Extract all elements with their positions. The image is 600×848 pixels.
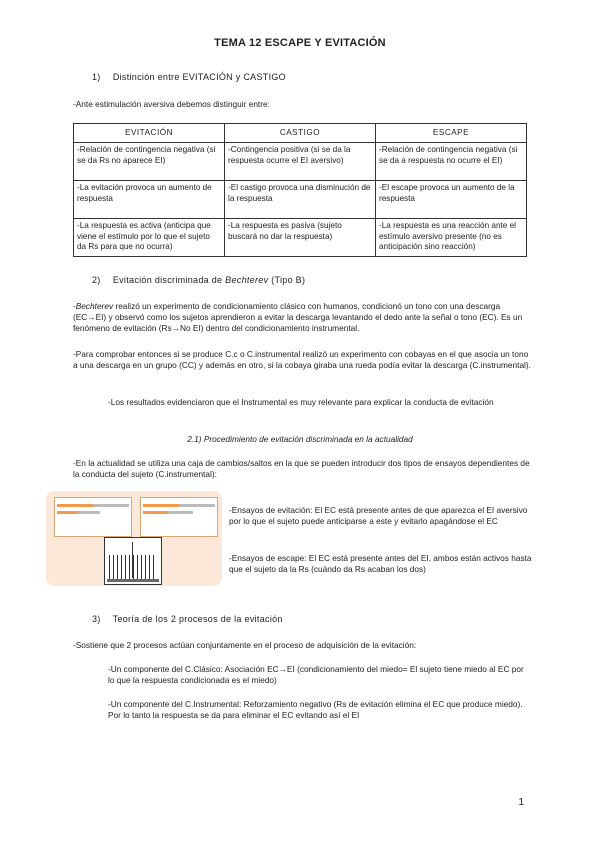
grid-floor — [109, 555, 157, 579]
section2-1-subheading: 2.1) Procedimiento de evitación discriminada en la actualidad — [187, 434, 413, 444]
table-row — [74, 143, 527, 181]
table-header-castigo: CASTIGO — [225, 124, 376, 143]
section2-title-name: Bechterev — [225, 275, 269, 285]
section2-number: 2) — [92, 275, 101, 285]
table-header-row — [74, 124, 527, 143]
section2-title-suffix: (Tipo B) — [268, 275, 306, 285]
section3-paragraph-2: -Un componente del C.Clásico: Asociación EC→EI (condicionamiento del miedo= El sujeto tiene miedo al EC por lo que la respuesta condicionada es el miedo) — [108, 664, 524, 686]
table-cell: -La respuesta es una reacción ante el estímulo aversivo presente (no es anticipación sino reacción) — [376, 219, 527, 257]
page-title: TEMA 12 ESCAPE Y EVITACIÓN — [214, 37, 386, 49]
section2-paragraph-3: -Los resultados evidenciaron que el Instrumental es muy relevante para explicar la conducta de evitación — [108, 397, 494, 407]
section1-heading — [92, 72, 286, 82]
avoidance-trial-panel — [54, 497, 132, 537]
table-cell: -La respuesta es pasiva (sujeto buscará no dar la respuesta) — [225, 219, 376, 257]
table-cell: -Relación de contingencia negativa (si se da Rs no aparece EI) — [74, 143, 225, 181]
section3-title: Teoría de los 2 procesos de la evitación — [112, 614, 283, 624]
table-cell: -La respuesta es activa (anticipa que viene el estímulo por lo que el sujeto da Rs para que no ocurra) — [74, 219, 225, 257]
section3-paragraph-3: -Un componente del C.Instrumental: Reforzamiento negativo (Rs de evitación elimina el EC que produce miedo). Por lo tanto la respuesta se da para eliminar el EC evitando así el EI — [108, 699, 523, 721]
bechterev-name: Bechterev — [75, 301, 114, 311]
shuttle-box-chamber — [104, 537, 162, 585]
table-cell: -La evitación provoca un aumento de respuesta — [74, 181, 225, 219]
table-row — [74, 181, 527, 219]
section3-heading — [92, 614, 283, 624]
section2-heading — [92, 275, 305, 285]
section2-paragraph-4: -En la actualidad se utiliza una caja de cambios/saltos en la que se pueden introducir dos tipos de ensayos dependientes de la conducta del sujeto (C.instrumental): — [73, 458, 530, 480]
table-cell: -El castigo provoca una disminución de la respuesta — [225, 181, 376, 219]
comparison-table — [73, 123, 527, 257]
section3-number: 3) — [92, 614, 101, 624]
section2-paragraph-1-text: realizó un experimento de condicionamiento clásico con humanos, condicionó un tono con una descarga (EC→EI) y observó como los sujetos aprendieron a evitar la descarga levantando el dedo ante la señal o tono (EC). Es un fenómeno de evitación (Rs→No EI) dentro del condicionamiento instrumental. — [73, 301, 523, 334]
section1-intro: -Ante estimulación aversiva debemos distinguir entre: — [73, 99, 270, 109]
page-number: 1 — [518, 797, 524, 808]
escape-trial-panel — [140, 497, 218, 537]
section3-paragraph-1: -Sostiene que 2 procesos actúan conjuntamente en el proceso de adquisición de la evitación: — [73, 640, 417, 650]
avoidance-trials-text: -Ensayos de evitación: El EC está presente antes de que aparezca el EI aversivo por lo que el sujeto puede anticiparse a este y evitarlo apagándose el EC — [229, 505, 528, 527]
section2-title-prefix: Evitación discriminada de — [112, 275, 226, 285]
escape-trials-text: -Ensayos de escape: El EC está presente antes del EI, ambos están activos hasta que el sujeto da la Rs (cuándo da Rs acaban los dos) — [229, 553, 532, 575]
table-cell: -Relación de contingencia negativa (si se da a respuesta no ocurre el EI) — [376, 143, 527, 181]
table-cell: -Contingencia positiva (si se da la respuesta ocurre el EI aversivo) — [225, 143, 376, 181]
shuttle-box-illustration — [46, 491, 222, 586]
section2-paragraph-2: -Para comprobar entonces si se produce C.c o C.instrumental realizó un experimento con cobayas en el que asocia un tono a una descarga en un grupo (CC) y además en otro, si la cobaya giraba una rueda podía evitar la descarga (C.instrumental). — [73, 349, 531, 371]
table-header-escape: ESCAPE — [376, 124, 527, 143]
section1-number: 1) — [92, 72, 101, 82]
table-header-evitacion: EVITACIÓN — [74, 124, 225, 143]
section1-title: Distinción entre EVITACIÓN y CASTIGO — [112, 72, 286, 82]
table-row — [74, 219, 527, 257]
table-cell: -El escape provoca un aumento de la respuesta — [376, 181, 527, 219]
section2-paragraph-1: -Bechterev realizó un experimento de condicionamiento clásico con humanos, condicionó un tono con una descarga (EC→EI) y observó como los sujetos aprendieron a evitar la descarga levantando el dedo ante la señal o tono (EC). Es un fenómeno de evitación (Rs→No EI) dentro del condicionamiento instrumental. — [73, 301, 523, 334]
